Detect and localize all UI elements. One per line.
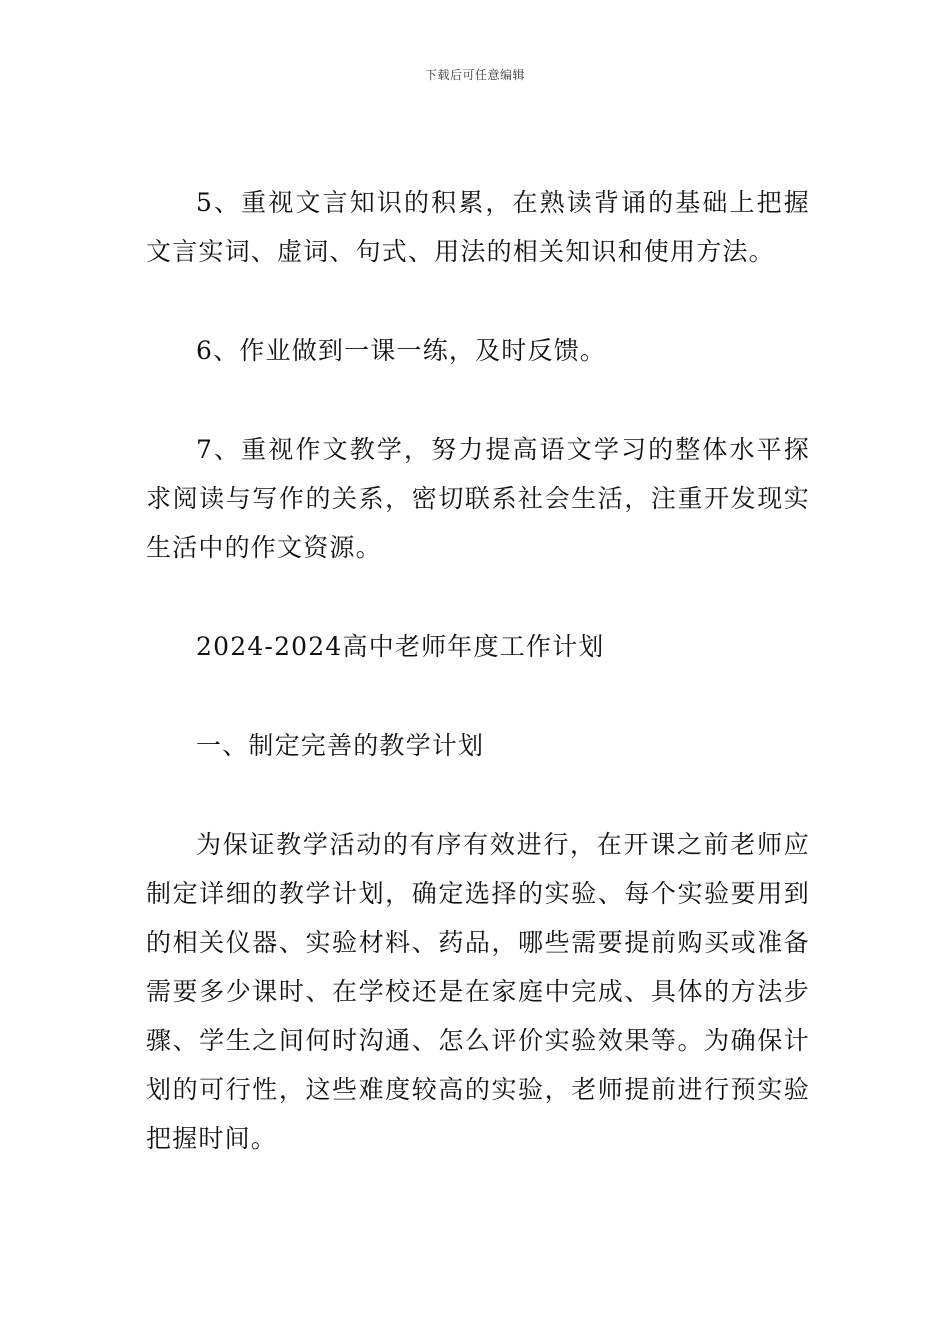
- paragraph-item-7: 7、重视作文教学，努力提高语文学习的整体水平探求阅读与写作的关系，密切联系社会生活，注重开发现实生活中的作文资源。: [146, 435, 810, 562]
- body-paragraph: 为保证教学活动的有序有效进行，在开课之前老师应制定详细的教学计划，确定选择的实验、每个实验要用到的相关仪器、实验材料、药品，哪些需要提前购买或准备需要多少课时、在学校还是在家庭中完成、具体的方法步骤、学生之间何时沟通、怎么评价实验效果等。为确保计划的可行性，这些难度较高的实验，老师提前进行预实验把握时间。: [146, 830, 810, 1153]
- header-note: 下载后可任意编辑: [424, 68, 525, 82]
- section-heading: 一、制定完善的教学计划: [196, 731, 485, 760]
- paragraph-item-5: 5、重视文言知识的积累，在熟读背诵的基础上把握文言实词、虚词、句式、用法的相关知识和使用方法。: [146, 188, 810, 266]
- section-title: 2024-2024高中老师年度工作计划: [196, 632, 605, 661]
- document-body: [146, 178, 810, 1163]
- paragraph-item-6: 6、作业做到一课一练，及时反馈。: [196, 336, 607, 365]
